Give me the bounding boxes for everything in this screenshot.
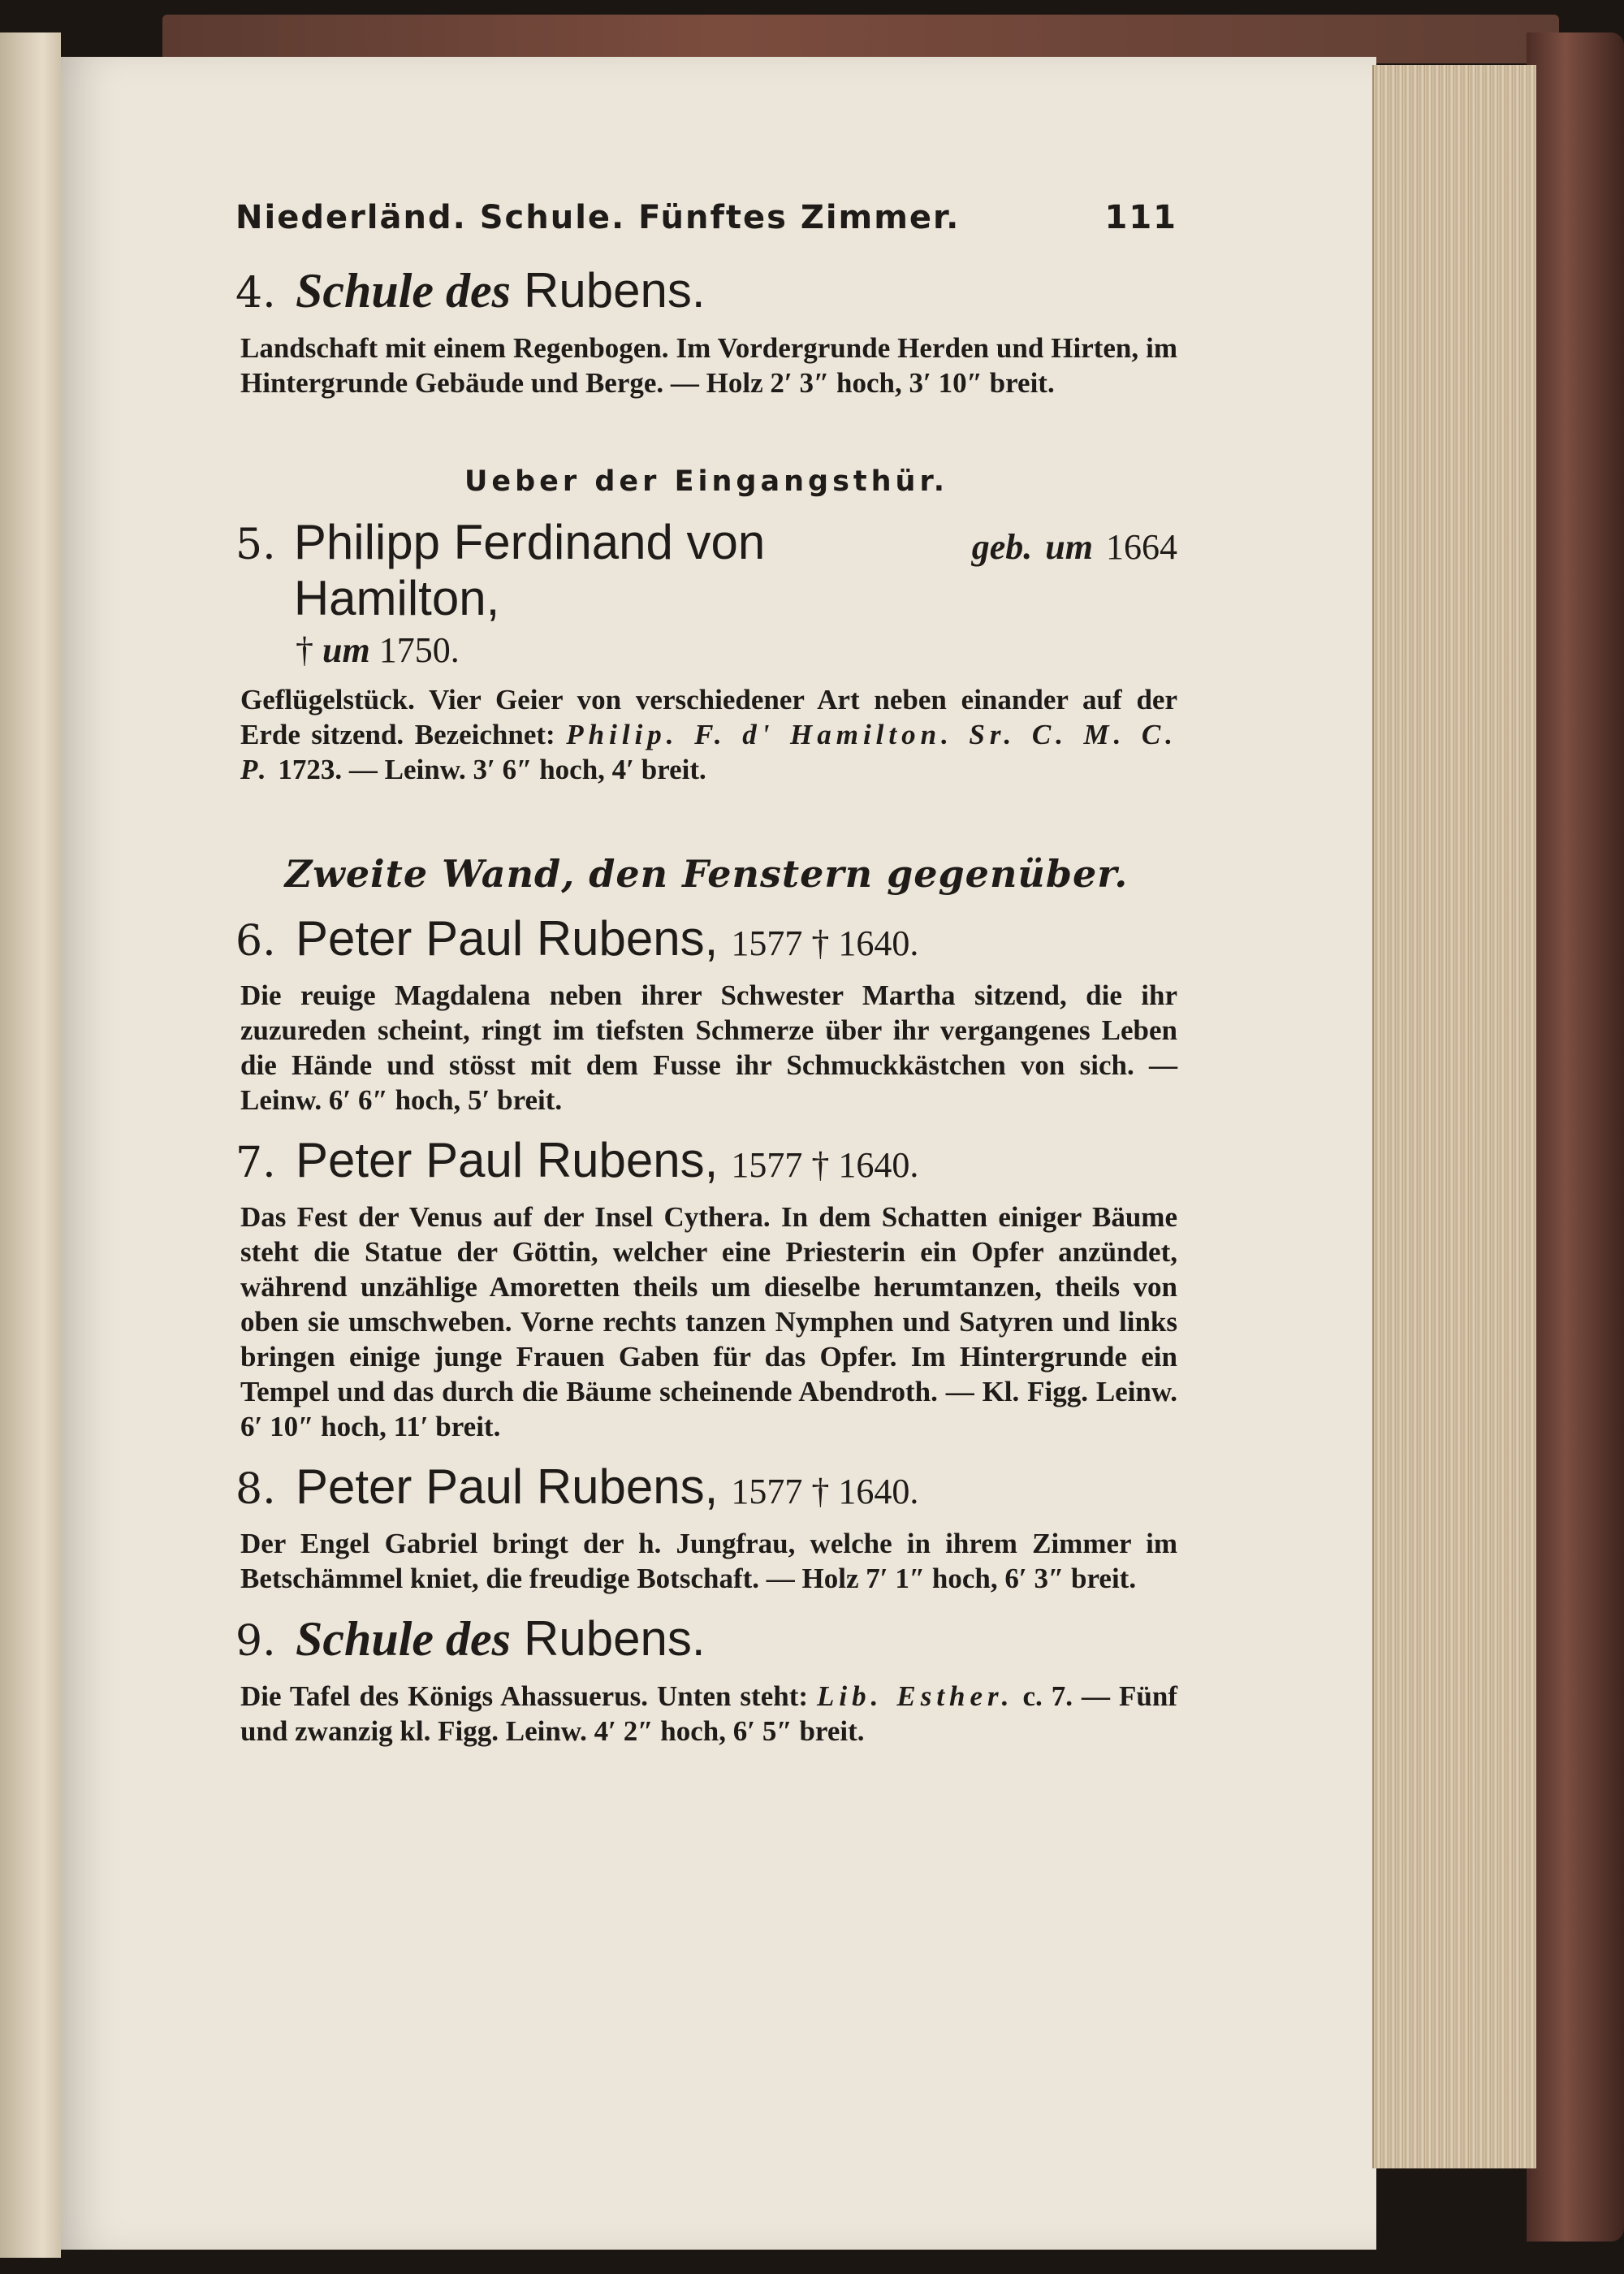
entry-number: 8. (235, 1465, 276, 1514)
artist-name: Rubens. (524, 263, 706, 318)
wall-heading: Zweite Wand, den Fenstern gegenüber. (284, 852, 1129, 896)
entry-description: Das Fest der Venus auf der Insel Cythera. In dem Schatten einiger Bäume steht die Statue der Göttin, welcher eine Priesterin ein Opfer anzündet, während unzählige Amoretten theils um dieselbe herumtanzen, theils von oben sie umschweben. Vorne rechts tanzen Nymphen und Satyren und links bringen einige junge Frauen Gaben für das Opfer. Im Hintergrunde ein Tempel und das durch die Bäume scheinende Abendroth. — Kl. Figg. Leinw. 6′ 10″ hoch, 11′ breit. (240, 1201, 1177, 1442)
artist-name: Peter Paul Rubens, (296, 1133, 719, 1187)
born-year: 1664 (1106, 527, 1177, 567)
description-end: 1723. — Leinw. 3′ 6″ hoch, 4′ breit. (278, 754, 706, 785)
entry-description (240, 682, 1177, 787)
left-page-edge (0, 32, 61, 2258)
page-fore-edge (1372, 65, 1536, 2168)
entry-description: Landschaft mit einem Regenbogen. Im Vordergrunde Herden und Hirten, im Hintergrunde Gebäude und Berge. — Holz 2′ 3″ hoch, 3′ 10″ breit. (240, 332, 1177, 399)
book-cover-edge (1527, 32, 1624, 2242)
entry-number: 7. (235, 1139, 276, 1187)
page-number: 111 (1104, 199, 1177, 236)
entry-description (240, 1679, 1177, 1749)
section-heading: Ueber der Eingangsthür. (464, 465, 949, 498)
artist-name: Peter Paul Rubens, (296, 911, 719, 966)
signature-text: Philip. F. d' Hamilton. Sr. C. M. C. P. (240, 719, 1178, 785)
born-um: um (1045, 527, 1093, 567)
death-line (296, 629, 1177, 671)
entry-heading (235, 514, 1177, 626)
entry-heading (235, 1132, 1177, 1188)
artist-name: Rubens. (524, 1611, 706, 1666)
entry-heading (235, 1610, 1177, 1667)
artist-name: Peter Paul Rubens, (296, 1459, 719, 1514)
entry-number: 9. (235, 1617, 276, 1666)
died-year: 1750. (378, 630, 460, 670)
entry-heading (235, 910, 1177, 966)
artist-dates: 1577 † 1640. (731, 923, 919, 963)
died-mark: † (296, 630, 313, 670)
page-content (235, 199, 1177, 1749)
description-end: c. 7. — Fünf und zwanzig kl. Figg. Leinw. 4′ 2″ hoch, 6′ 5″ breit. (240, 1680, 1177, 1747)
entry-description: Der Engel Gabriel bringt der h. Jungfrau, welche in ihrem Zimmer im Betschämmel kniet, die freudige Botschaft. — Holz 7′ 1″ hoch, 6′ 3″ breit. (240, 1528, 1177, 1594)
running-head (235, 199, 1177, 248)
description-start: Die Tafel des Königs Ahassuerus. Unten steht: (240, 1680, 809, 1712)
entry-heading (235, 1459, 1177, 1515)
inscription-text: Lib. Esther. (817, 1680, 1014, 1712)
artist-prefix: Schule des (296, 264, 512, 318)
entry-number: 6. (235, 917, 276, 966)
artist-prefix: Schule des (296, 1612, 512, 1666)
artist-name: Philipp Ferdinand von Hamilton, (293, 515, 766, 625)
entry-description: Die reuige Magdalena neben ihrer Schwester Martha sitzend, die ihr zuzureden scheint, ringt im tiefsten Schmerze über ihr vergangenes Leben die Hände und stösst mit dem Fusse ihr Schmuckkästchen von sich. — Leinw. 6′ 6″ hoch, 5′ breit. (240, 979, 1177, 1116)
entry-number: 5. (235, 521, 276, 569)
description-start: Geflügelstück. Vier Geier von verschiedener Art neben einander auf der Erde sitzend. Bezeichnet: (240, 684, 1177, 750)
entry-number: 4. (235, 269, 276, 318)
artist-dates: 1577 † 1640. (731, 1145, 919, 1185)
running-title: Niederländ. Schule. Fünftes Zimmer. (235, 199, 961, 236)
died-um: um (322, 630, 370, 670)
born-label: geb. (971, 527, 1033, 567)
entry-heading (235, 262, 1177, 319)
artist-dates: 1577 † 1640. (731, 1472, 919, 1511)
book-binding-top (162, 15, 1559, 63)
